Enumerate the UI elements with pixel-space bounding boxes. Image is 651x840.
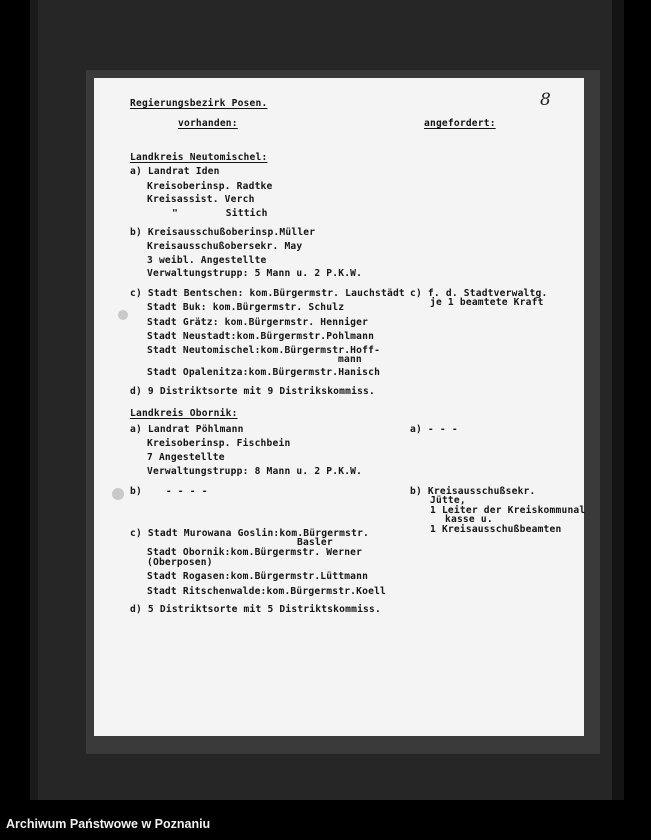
list-item: Stadt Neutomischel:kom.Bürgermstr.Hoff- (147, 345, 381, 356)
district-heading-neutomischel: Landkreis Neutomischel: (130, 152, 268, 163)
list-item: " Sittich (172, 208, 268, 219)
district-heading-obornik: Landkreis Obornik: (130, 408, 238, 419)
list-item: Stadt Obornik:kom.Bürgermstr. Werner (147, 547, 363, 558)
list-item: Kreisausschußobersekr. May (147, 241, 303, 252)
requested-item: 1 Leiter der Kreiskommunal (430, 505, 586, 516)
list-item: Verwaltungstrupp: 5 Mann u. 2 P.K.W. (147, 268, 363, 279)
list-item: Verwaltungstrupp: 8 Mann u. 2 P.K.W. (147, 466, 363, 477)
list-item: (Oberposen) (147, 557, 213, 568)
list-item: mann (338, 354, 362, 365)
requested-item: a) - - - (410, 424, 458, 435)
list-item: a) Landrat Pöhlmann (130, 424, 244, 435)
page-number: 8 (540, 90, 551, 110)
stain-mark (118, 310, 128, 320)
archive-caption: Archiwum Państwowe w Poznaniu (6, 817, 211, 831)
list-item: 7 Angestellte (147, 452, 225, 463)
column-header-requested: angefordert: (424, 118, 496, 129)
requested-item: b) Kreisausschußsekr. (410, 486, 536, 497)
list-item: a) Landrat Iden (130, 166, 220, 177)
list-item: Kreisassist. Verch (147, 194, 255, 205)
list-item: Stadt Neustadt:kom.Bürgermstr.Pohlmann (147, 331, 375, 342)
requested-item: c) f. d. Stadtverwaltg. (410, 288, 548, 299)
stain-mark (112, 488, 124, 500)
list-item: Basler (297, 537, 333, 548)
list-item: c) Stadt Murowana Goslin:kom.Bürgermstr. (130, 528, 370, 539)
list-item: Stadt Buk: kom.Bürgermstr. Schulz (147, 302, 345, 313)
list-item: 3 weibl. Angestellte (147, 255, 267, 266)
requested-item: 1 Kreisausschußbeamten (430, 524, 562, 535)
list-item: Stadt Opalenitza:kom.Bürgermstr.Hanisch (147, 367, 381, 378)
list-item: c) Stadt Bentschen: kom.Bürgermstr. Lauchstädt (130, 288, 405, 299)
film-edge-left (30, 0, 38, 800)
region-title: Regierungsbezirk Posen. (130, 98, 268, 109)
list-item: Stadt Grätz: kom.Bürgermstr. Henniger (147, 317, 369, 328)
list-item: b) - - - - (130, 486, 208, 497)
list-item: Kreisoberinsp. Radtke (147, 181, 273, 192)
list-item: d) 5 Distriktsorte mit 5 Distriktskommiss. (130, 604, 381, 615)
requested-item: kasse u. (445, 514, 493, 525)
list-item: Stadt Rogasen:kom.Bürgermstr.Lüttmann (147, 571, 369, 582)
column-header-available: vorhanden: (178, 118, 238, 129)
list-item: d) 9 Distriktsorte mit 9 Distrikskommiss. (130, 386, 376, 397)
film-edge-right (612, 0, 624, 800)
requested-item: je 1 beamtete Kraft (430, 297, 544, 308)
list-item: Stadt Ritschenwalde:kom.Bürgermstr.Koell (147, 586, 387, 597)
list-item: Kreisoberinsp. Fischbein (147, 438, 291, 449)
list-item: b) Kreisausschußoberinsp.Müller (130, 227, 316, 238)
requested-item: Jütte, (430, 495, 466, 506)
